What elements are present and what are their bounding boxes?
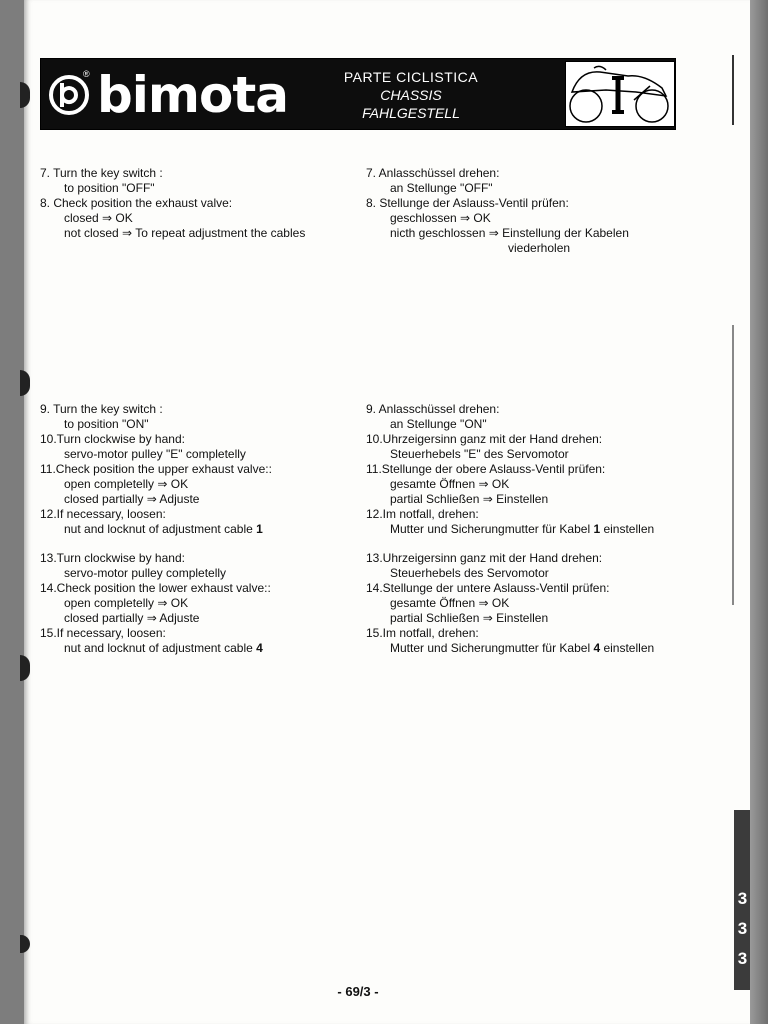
step-8-title-de: 8. Stellunge der Aslauss-Ventil prüfen:: [366, 196, 569, 210]
page-number: - 69/3 -: [337, 984, 379, 999]
section-title-italian: PARTE CICLISTICA: [343, 69, 479, 85]
step-8-title: 8. Check position the exhaust valve:: [40, 196, 233, 210]
cable-number: 1: [256, 522, 263, 536]
step-15-detail: [40, 641, 360, 656]
cable-number-de: 1: [593, 522, 601, 536]
motorcycle-wrench-illustration: [565, 61, 675, 127]
step-10-title-de: 10.Uhrzeigersinn ganz mit der Hand drehen:: [366, 432, 603, 446]
section-tab-label: 3: [737, 949, 748, 968]
step-14-title-de: 14.Stellunge der untere Aslauss-Ventil prüfen:: [366, 581, 610, 595]
step-11-title-de: 11.Stellunge der obere Aslauss-Ventil prüfen:: [366, 462, 606, 476]
step-9-title-de: 9. Anlasschüssel drehen:: [366, 402, 500, 416]
step-7-title-de: 7. Anlasschüssel drehen:: [366, 166, 500, 180]
step-12-title-de: 12.Im notfall, drehen:: [366, 507, 479, 521]
step-14-detail-open-de: gesamte Öffnen ⇒ OK: [390, 596, 510, 610]
cable-number-de: 4: [593, 641, 601, 655]
margin-bar-middle: [732, 325, 734, 605]
german-instructions-7-8: [366, 166, 696, 256]
step-12-detail-text-de: Mutter und Sicherungmutter für Kabel: [390, 522, 594, 536]
step-15-detail-suffix-de: einstellen: [600, 641, 655, 655]
step-14-detail-closed: closed partially ⇒ Adjuste: [64, 611, 200, 625]
english-instructions-13-15: [40, 551, 360, 656]
step-15-title-de: 15.Im notfall, drehen:: [366, 626, 479, 640]
step-14-detail-open: open completelly ⇒ OK: [64, 596, 189, 610]
step-10-detail: servo-motor pulley "E" completelly: [64, 447, 246, 461]
step-9-detail: to position "ON": [64, 417, 149, 431]
step-11-detail-open: open completelly ⇒ OK: [64, 477, 189, 491]
step-10-title: 10.Turn clockwise by hand:: [40, 432, 185, 446]
section-title-german: FAHLGESTELL: [362, 105, 460, 121]
step-8-detail-closed: closed ⇒ OK: [64, 211, 133, 225]
step-10-detail-de: Steuerhebels "E" des Servomotor: [390, 447, 569, 461]
step-8-detail-closed-de: geschlossen ⇒ OK: [390, 211, 491, 225]
step-12-detail-de: [366, 522, 696, 537]
step-11-title: 11.Check position the upper exhaust valve::: [40, 462, 272, 476]
step-12-detail-text: nut and locknut of adjustment cable: [64, 522, 257, 536]
step-15-detail-text: nut and locknut of adjustment cable: [64, 641, 257, 655]
step-11-detail-closed: closed partially ⇒ Adjuste: [64, 492, 200, 506]
margin-bar-top: [732, 55, 734, 125]
step-11-detail-closed-de: partial Schließen ⇒ Einstellen: [390, 492, 549, 506]
step-7-detail: to position "OFF": [64, 181, 155, 195]
section-title-english: CHASSIS: [380, 87, 442, 103]
step-14-title: 14.Check position the lower exhaust valve::: [40, 581, 271, 595]
step-15-title: 15.If necessary, loosen:: [40, 626, 166, 640]
step-14-detail-closed-de: partial Schließen ⇒ Einstellen: [390, 611, 549, 625]
step-13-detail: servo-motor pulley completelly: [64, 566, 227, 580]
brand-name: bimota: [97, 66, 289, 124]
registered-mark: ®: [83, 69, 90, 79]
cable-number: 4: [256, 641, 263, 655]
step-9-detail-de: an Stellunge "ON": [390, 417, 487, 431]
step-8-detail-not-closed-de: nicth geschlossen ⇒ Einstellung der Kabelen: [390, 226, 629, 240]
german-instructions-13-15: [366, 551, 696, 656]
step-7-detail-de: an Stellunge "OFF": [390, 181, 493, 195]
english-instructions-9-12: [40, 402, 360, 537]
german-instructions-9-12: [366, 402, 696, 537]
step-8-detail-continuation-de: viederholen: [508, 241, 571, 255]
step-13-title-de: 13.Uhrzeigersinn ganz mit der Hand drehen:: [366, 551, 603, 565]
section-title: [331, 68, 491, 122]
step-13-title: 13.Turn clockwise by hand:: [40, 551, 185, 565]
step-12-title: 12.If necessary, loosen:: [40, 507, 166, 521]
step-11-detail-open-de: gesamte Öffnen ⇒ OK: [390, 477, 510, 491]
header-banner: [40, 58, 676, 130]
english-instructions-7-8: [40, 166, 360, 241]
step-9-title: 9. Turn the key switch :: [40, 402, 163, 416]
step-15-detail-text-de: Mutter und Sicherungmutter für Kabel: [390, 641, 594, 655]
step-12-detail-suffix-de: einstellen: [600, 522, 655, 536]
step-7-title: 7. Turn the key switch :: [40, 166, 163, 180]
section-tab-label: 3: [737, 919, 748, 938]
step-15-detail-de: [366, 641, 696, 656]
step-12-detail: [40, 522, 360, 537]
section-tab-label: 3: [737, 889, 748, 908]
motorcycle-icon: [566, 62, 674, 126]
step-13-detail-de: Steuerhebels des Servomotor: [390, 566, 549, 580]
page-edge-shadow: [750, 0, 768, 1024]
bimota-logo-icon: [49, 75, 89, 115]
step-8-detail-not-closed: not closed ⇒ To repeat adjustment the cables: [64, 226, 306, 240]
